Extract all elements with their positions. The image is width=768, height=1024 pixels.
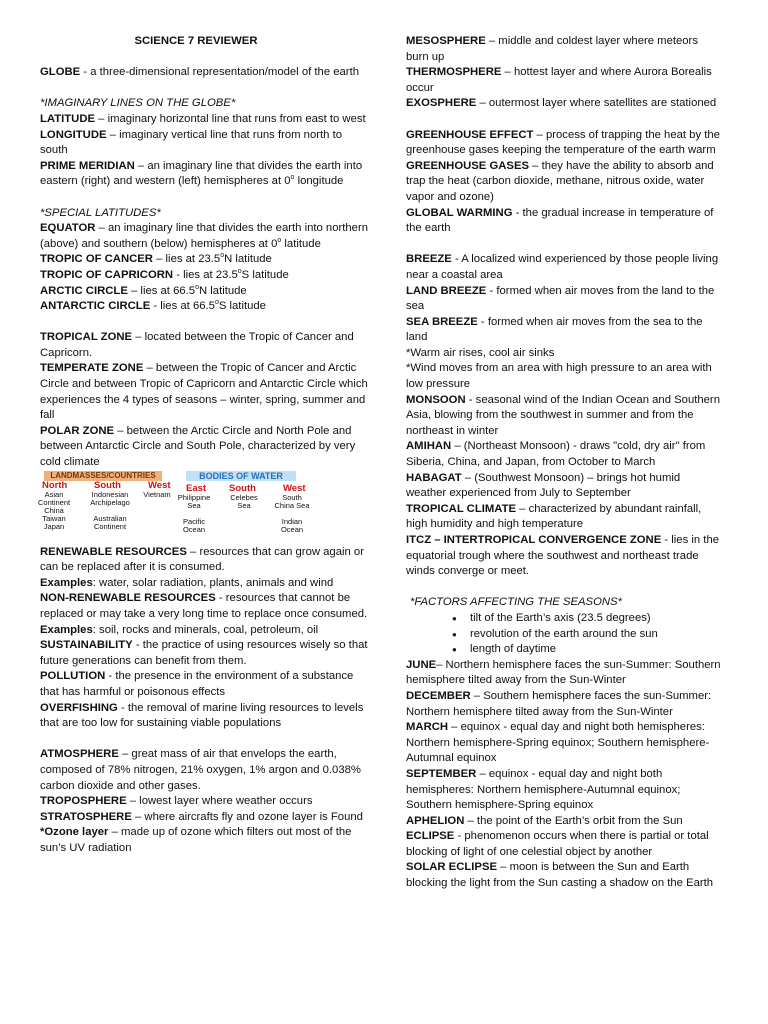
- note-wind-pressure: *Wind moves from an area with high pressure to an area with low pressure: [406, 362, 712, 391]
- def-solar-eclipse: SOLAR ECLIPSE – moon is between the Sun and Earth blocking the light from the Sun casting a shadow on the Earth: [406, 861, 714, 890]
- def-pollution: POLLUTION - the presence in the environment of a substance that has harmful or poisonous effects: [40, 670, 354, 698]
- def-temperate-zone: TEMPERATE ZONE – between the Tropic of Cancer and Arctic Circle and between Tropic of Capricorn and Antarctic Circle which experiences the 4 types of seasons – winter, spring, summer and fall: [40, 362, 368, 422]
- west-landmasses: Vietnam: [143, 489, 171, 499]
- def-eclipse: ECLIPSE - phenomenon occurs when there is partial or total blocking of light of one celestial object by another: [406, 830, 709, 858]
- def-habagat: HABAGAT – (Southwest Monsoon) – brings hot humid weather experienced from July to September: [406, 471, 681, 500]
- north-landmasses: Asian Continent China Taiwan Japan: [38, 489, 71, 531]
- def-itcz: ITCZ – INTERTROPICAL CONVERGENCE ZONE - lies in the equatorial trough where the southwest and northeast trade winds converge or meet.: [406, 534, 720, 578]
- water-west-label: West: [283, 482, 306, 494]
- def-thermosphere: THERMOSPHERE – hottest layer and where Aurora Borealis occur: [406, 66, 712, 94]
- note-warm-air: *Warm air rises, cool air sinks: [406, 346, 555, 359]
- def-tropical-climate: TROPICAL CLIMATE – characterized by abundant rainfall, high humidity and high temperature: [406, 502, 702, 531]
- def-greenhouse-effect: GREENHOUSE EFFECT – process of trapping the heat by the greenhouse gases keeping the temperature of the earth warm: [406, 128, 720, 157]
- bodies-of-water-header: BODIES OF WATER: [186, 471, 296, 481]
- def-atmosphere: ATMOSPHERE – great mass of air that envelops the earth, composed of 78% nitrogen, 21% oxygen, 1% argon and 0.038% carbon dioxide and other gases.: [40, 748, 361, 792]
- heading-special-latitudes: *SPECIAL LATITUDES*: [40, 206, 161, 219]
- west-waters: South China Sea Indian Ocean: [274, 492, 310, 534]
- def-exosphere: EXOSPHERE – outermost layer where satellites are stationed: [406, 97, 717, 110]
- def-sea-breeze: SEA BREEZE - formed when air moves from the sea to the land: [406, 315, 703, 344]
- right-column: [406, 34, 722, 892]
- water-south-label: South: [229, 482, 256, 494]
- factor-item: ● length of daytime: [406, 642, 722, 658]
- factor-item: ● revolution of the earth around the sun: [406, 627, 722, 643]
- heading-imaginary-lines: *IMAGINARY LINES ON THE GLOBE*: [40, 97, 236, 110]
- land-north-label: North: [42, 479, 68, 491]
- def-ozone-layer: *Ozone layer – made up of ozone which filters out most of the sun’s UV radiation: [40, 826, 352, 854]
- def-tropical-zone: TROPICAL ZONE – located between the Tropic of Cancer and Capricorn.: [40, 331, 354, 359]
- def-renewable-resources: RENEWABLE RESOURCES – resources that can grow again or can be replaced after it is consumed.: [40, 545, 364, 574]
- def-longitude: LONGITUDE – imaginary vertical line that runs from north to south: [40, 128, 342, 157]
- east-waters: Philippine Sea Pacific Ocean: [177, 492, 211, 534]
- def-latitude: LATITUDE – imaginary horizontal line that runs from east to west: [40, 112, 366, 125]
- def-tropic-of-capricorn: TROPIC OF CAPRICORN - lies at 23.5$^o$S latitude: [40, 268, 289, 281]
- land-south-label: South: [94, 479, 121, 491]
- def-june: JUNE– Northern hemisphere faces the sun-Summer: Southern hemisphere tilted away from the Sun-Winter: [406, 658, 721, 687]
- renewable-examples: Examples: water, solar radiation, plants, animals and wind: [40, 576, 334, 589]
- def-march: MARCH – equinox - equal day and night both hemispheres: Northern hemisphere-Spring equinox; Southern hemisphere-Autumnal equinox: [406, 721, 710, 765]
- def-breeze: BREEZE - A localized wind experienced by those people living near a coastal area: [406, 253, 719, 281]
- water-east-label: East: [186, 482, 207, 494]
- bullet-icon: ●: [452, 645, 457, 655]
- def-stratosphere: STRATOSPHERE – where aircrafts fly and ozone layer is Found: [40, 810, 363, 823]
- landmass-water-map: [38, 471, 312, 535]
- nonrenewable-examples: Examples: soil, rocks and minerals, coal, petroleum, oil: [40, 623, 319, 636]
- def-aphelion: APHELION – the point of the Earth’s orbit from the Sun: [406, 814, 683, 827]
- def-prime-meridian: PRIME MERIDIAN – an imaginary line that divides the earth into eastern (right) and western (left) hemispheres at 0$^o$ longitude: [40, 159, 363, 188]
- heading-factors-seasons: *FACTORS AFFECTING THE SEASONS*: [410, 596, 622, 609]
- def-monsoon: MONSOON - seasonal wind of the Indian Ocean and Southern Asia, blowing from the southwest in summer and from the northeast in winter: [406, 393, 720, 437]
- south-landmasses: Indonesian Archipelago Australian Continent: [90, 489, 130, 531]
- def-greenhouse-gases: GREENHOUSE GASES – they have the ability to absorb and trap the heat (carbon dioxide, methane, nitrous oxide, water vapor and ozone): [406, 159, 714, 203]
- def-mesosphere: MESOSPHERE – middle and coldest layer where meteors burn up: [406, 35, 698, 63]
- def-amihan: AMIHAN – (Northeast Monsoon) - draws "cold, dry air" from Siberia, China, and Japan, from October to March: [406, 440, 706, 469]
- def-sustainability: SUSTAINABILITY - the practice of using resources wisely so that future generations can benefit from them.: [40, 639, 368, 667]
- def-tropic-of-cancer: TROPIC OF CANCER – lies at 23.5$^o$N latitude: [40, 252, 272, 266]
- def-december: DECEMBER – Southern hemisphere faces the sun-Summer: Northern hemisphere tilted away from the Sun-Winter: [406, 689, 712, 718]
- def-troposphere: TROPOSPHERE – lowest layer where weather occurs: [40, 795, 313, 808]
- page-title: SCIENCE 7 REVIEWER: [134, 35, 258, 47]
- def-land-breeze: LAND BREEZE - formed when air moves from the land to the sea: [406, 284, 715, 313]
- factor-item: ● tilt of the Earth’s axis (23.5 degrees): [406, 611, 722, 627]
- def-nonrenewable-resources: NON-RENEWABLE RESOURCES - resources that cannot be replaced or may take a very long time to replace once consumed.: [40, 592, 368, 620]
- def-global-warming: GLOBAL WARMING - the gradual increase in temperature of the earth: [406, 206, 714, 235]
- land-west-label: West: [148, 479, 171, 491]
- def-globe: GLOBE - a three-dimensional representation/model of the earth: [40, 66, 359, 79]
- def-equator: EQUATOR – an imaginary line that divides the earth into northern (above) and southern (below) hemispheres at 0$^o$ latitude: [40, 222, 368, 250]
- left-column: [40, 34, 368, 857]
- def-antarctic-circle: ANTARCTIC CIRCLE - lies at 66.5$^o$S latitude: [40, 299, 266, 313]
- def-arctic-circle: ARCTIC CIRCLE – lies at 66.5$^o$N latitude: [40, 283, 247, 297]
- def-polar-zone: POLAR ZONE – between the Arctic Circle and North Pole and between Antarctic Circle and South Pole, characterized by very cold climate: [40, 424, 356, 469]
- bullet-icon: ●: [452, 629, 457, 639]
- bullet-icon: ●: [452, 613, 457, 623]
- def-overfishing: OVERFISHING - the removal of marine living resources to levels that are too low for sustaining viable populations: [40, 701, 364, 730]
- landmasses-header: LANDMASSES/COUNTRIES: [44, 471, 162, 481]
- south-waters: Celebes Sea: [230, 492, 258, 510]
- def-september: SEPTEMBER – equinox - equal day and night both hemispheres: Northern hemisphere-Autumnal equinox; Southern hemisphere-Spring equinox: [406, 767, 681, 812]
